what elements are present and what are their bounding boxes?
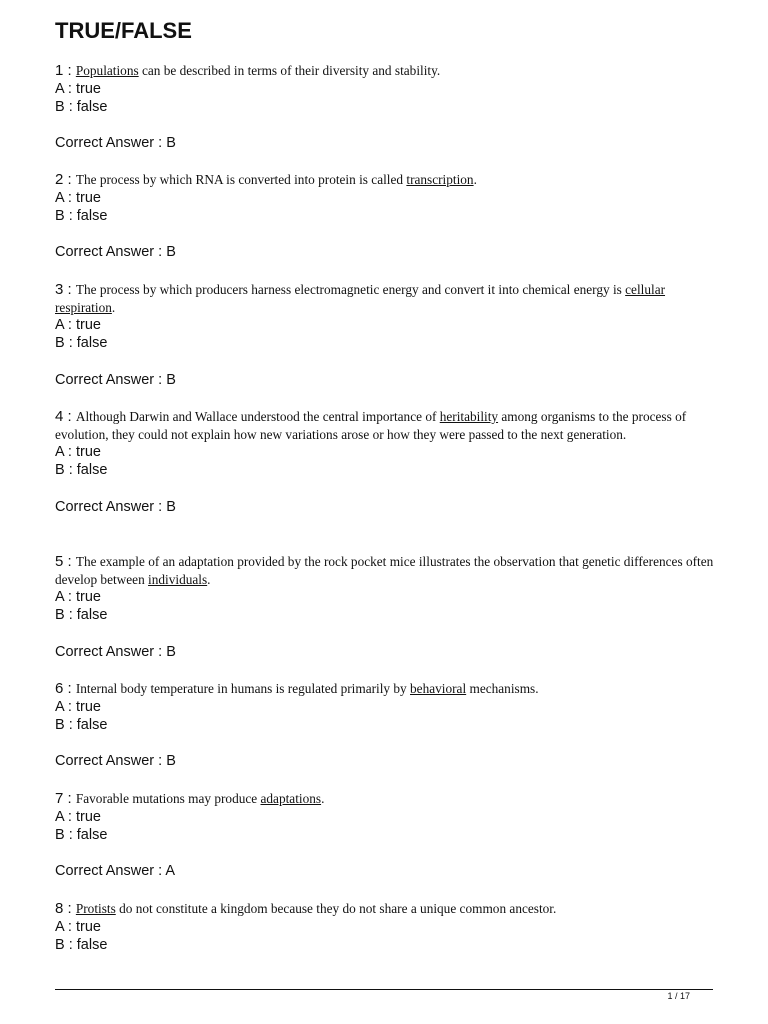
option-b: B : false	[55, 826, 108, 843]
question-text-part: can be described in terms of their diversity and stability.	[138, 63, 441, 78]
page-title: TRUE/FALSE	[55, 18, 192, 43]
question-text: 4 : Although Darwin and Wallace understood the central importance of heritability among organisms to the process of evolution, they could not explain how new variations arose or how they were passed to the next generation.	[55, 408, 687, 442]
question-5	[55, 553, 715, 661]
question-number: 8	[55, 900, 64, 917]
question-number: 7	[55, 790, 64, 807]
question-text: 7 : Favorable mutations may produce adaptations.	[55, 790, 325, 807]
correct-answer: Correct Answer : B	[55, 135, 176, 152]
option-a: A : true	[55, 698, 101, 715]
question-text-part: Favorable mutations may produce	[75, 791, 261, 806]
option-a: A : true	[55, 189, 101, 206]
correct-answer: Correct Answer : B	[55, 244, 176, 261]
question-text-part: do not constitute a kingdom because they do not share a unique common ancestor.	[115, 901, 557, 916]
option-b: B : false	[55, 607, 108, 624]
question-1	[55, 62, 715, 153]
option-a: A : true	[55, 808, 101, 825]
question-text: 8 : Protists do not constitute a kingdom because they do not share a unique common ancestor.	[55, 900, 557, 917]
question-text-part: The process by which producers harness electromagnetic energy and convert it into chemical energy is	[75, 282, 626, 297]
question-number: 1	[55, 62, 64, 79]
question-text-part: .	[473, 172, 477, 187]
option-b: B : false	[55, 335, 108, 352]
question-text: 3 : The process by which producers harness electromagnetic energy and convert it into chemical energy is cellular respiration.	[55, 281, 666, 315]
question-text-part: The example of an adaptation provided by the rock pocket mice illustrates the observation that genetic differences often develop between	[55, 554, 714, 587]
correct-answer: Correct Answer : B	[55, 498, 176, 515]
option-a: A : true	[55, 317, 101, 333]
question-text-part: mechanisms.	[466, 681, 539, 696]
option-b: B : false	[55, 936, 108, 953]
option-a: A : true	[55, 589, 101, 605]
question-text: 1 : Populations can be described in terms of their diversity and stability.	[55, 62, 441, 79]
underlined-term: behavioral	[410, 681, 467, 696]
underlined-term: cellular respiration	[55, 282, 666, 315]
question-number: 2	[55, 171, 64, 188]
question-text-part: The process by which RNA is converted into protein is called	[75, 172, 407, 187]
question-text-part: .	[111, 299, 116, 315]
underlined-term: transcription	[406, 172, 474, 187]
question-text-part: .	[321, 791, 325, 806]
option-b: B : false	[55, 98, 108, 115]
question-number: 4	[55, 408, 64, 425]
question-text: 6 : Internal body temperature in humans is regulated primarily by behavioral mechanisms.	[55, 680, 539, 697]
question-2	[55, 171, 715, 262]
underlined-term: adaptations	[260, 791, 322, 806]
correct-answer: Correct Answer : B	[55, 753, 176, 770]
question-text-part: among organisms to the process of evolution, they could not explain how new variations arose or how they were passed to the next generation.	[55, 409, 687, 442]
question-text: 5 : The example of an adaptation provided by the rock pocket mice illustrates the observation that genetic differences often develop between individuals.	[55, 553, 714, 587]
question-text: 2 : The process by which RNA is converted into protein is called transcription.	[55, 171, 477, 188]
option-b: B : false	[55, 462, 108, 479]
footer-divider	[55, 989, 713, 990]
option-a: A : true	[55, 80, 101, 97]
underlined-term: individuals	[148, 571, 208, 587]
question-text-part: .	[207, 571, 211, 587]
underlined-term: Protists	[75, 901, 116, 916]
question-number: 3	[55, 281, 64, 298]
question-7	[55, 790, 715, 881]
underlined-term: heritability	[439, 409, 499, 424]
question-number: 6	[55, 680, 64, 697]
page-number: 1 / 17	[667, 991, 690, 1001]
question-8	[55, 900, 715, 954]
question-text-part: Internal body temperature in humans is regulated primarily by	[75, 681, 411, 696]
underlined-term: Populations	[75, 63, 139, 78]
question-number: 5	[55, 553, 64, 570]
correct-answer: Correct Answer : B	[55, 643, 176, 660]
option-b: B : false	[55, 207, 108, 224]
question-4	[55, 408, 715, 516]
option-a: A : true	[55, 918, 101, 935]
option-a: A : true	[55, 444, 101, 460]
correct-answer: Correct Answer : A	[55, 863, 176, 880]
question-3	[55, 281, 715, 389]
question-6	[55, 680, 715, 771]
correct-answer: Correct Answer : B	[55, 371, 176, 388]
option-b: B : false	[55, 716, 108, 733]
question-text-part: Although Darwin and Wallace understood the central importance of	[75, 409, 440, 424]
